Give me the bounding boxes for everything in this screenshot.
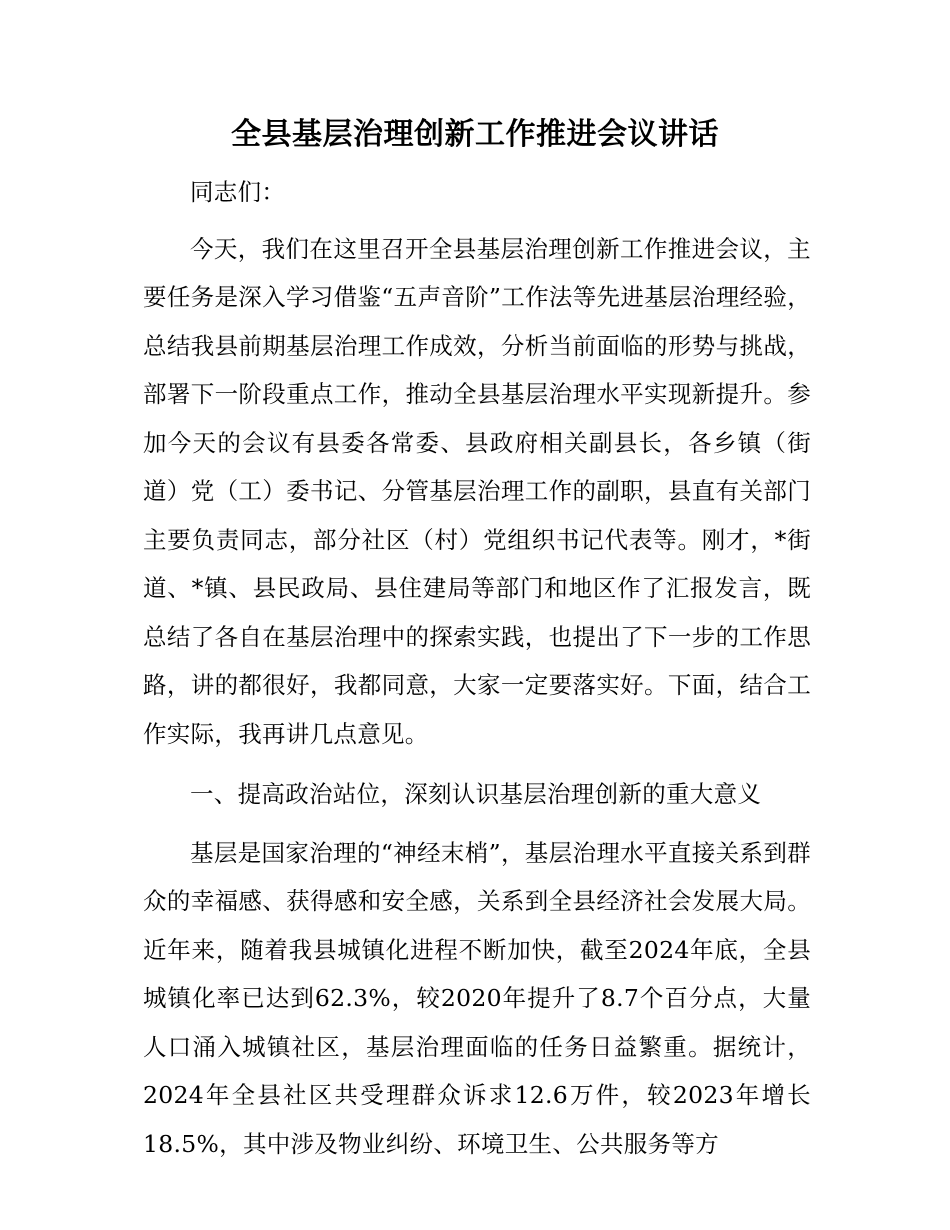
document-body: [143, 168, 811, 1168]
document-title: 全县基层治理创新工作推进会议讲话: [231, 117, 719, 152]
intro-paragraph: 今天，我们在这里召开全县基层治理创新工作推进会议，主要任务是深入学习借鉴“五声音阶”工作法等先进基层治理经验，总结我县前期基层治理工作成效，分析当前面临的形势与挑战，部署下一阶段重点工作，推动全县基层治理水平实现新提升。参加今天的会议有县委各常委、县政府相关副县长，各乡镇（街道）党（工）委书记、分管基层治理工作的副职，县直有关部门主要负责同志，部分社区（村）党组织书记代表等。刚才，*街道、*镇、县民政局、县住建局等部门和地区作了汇报发言，既总结了各自在基层治理中的探索实践，也提出了下一步的工作思路，讲的都很好，我都同意，大家一定要落实好。下面，结合工作实际，我再讲几点意见。: [143, 234, 811, 748]
section-paragraph: 基层是国家治理的“神经末梢”，基层治理水平直接关系到群众的幸福感、获得感和安全感，关系到全县经济社会发展大局。近年来，随着我县城镇化进程不断加快，截至2024年底，全县城镇化率已达到62.3%，较2020年提升了8.7个百分点，大量人口涌入城镇社区，基层治理面临的任务日益繁重。据统计，2024年全县社区共受理群众诉求12.6万件，较2023年增长18.5%，其中涉及物业纠纷、环境卫生、公共服务等方: [143, 838, 811, 1158]
section-heading: 一、提高政治站位，深刻认识基层治理创新的重大意义: [190, 780, 762, 808]
greeting: 同志们：: [190, 178, 286, 206]
